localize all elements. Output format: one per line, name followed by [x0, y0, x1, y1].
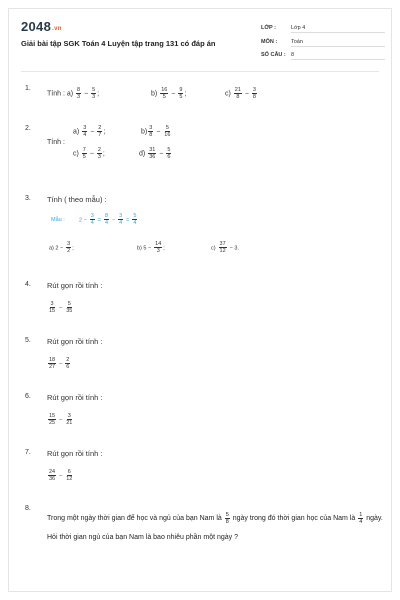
- question-3: 3. Tính ( theo mẫu) : Mẫu : 2 − $\frac{3}{4}$ = $\frac{8}{4}$ − $\frac{3}{4}$ = $\frac{5}{4}$ a) 2 − $\frac{3}{2}$ ; b) 5 − $\frac{14}{3}$ ; c) $\frac{37}{12}$ − 3.: [25, 195, 239, 254]
- q3-sample: 2 − $\frac{3}{4}$ = $\frac{8}{4}$ − $\frac{3}{4}$ = $\frac{5}{4}$: [79, 213, 137, 226]
- question-8: 8.: [25, 505, 31, 512]
- q2-part-b: b) $\frac{3}{8}$ − $\frac{5}{16}$: [141, 125, 171, 138]
- question-5: 5. Rút gọn rồi tính : $\frac{18}{27}$ − $\frac{2}{6}$: [25, 337, 103, 370]
- q3-part-b: b) 5 − $\frac{14}{3}$ ;: [137, 241, 165, 254]
- q3-part-c: c) $\frac{37}{12}$ − 3.: [211, 241, 239, 254]
- question-7: 7. Rút gọn rồi tính : $\frac{24}{36}$ − $\frac{6}{12}$: [25, 449, 103, 482]
- q1-part-c: c) $\frac{21}{8}$ − $\frac{3}{8}$: [225, 87, 256, 100]
- q1-part-b: b) $\frac{16}{5}$ − $\frac{9}{5}$ ;: [151, 87, 187, 100]
- q2-part-c: c) $\frac{7}{5}$ − $\frac{2}{3}$ ;: [73, 147, 105, 160]
- header-divider: [21, 71, 379, 72]
- q8-fraction-1: $\frac{5}{8}$: [225, 511, 229, 525]
- question-2: 2. Tính : a) $\frac{3}{4}$ − $\frac{2}{7}$ ; b) $\frac{3}{8}$ − $\frac{5}{16}$ c) $\frac{7}{5}$ − $\frac{2}{3}$ ; d) $\frac{31}{36}$ − $\frac{5}{6}$: [25, 125, 171, 160]
- q4-expression: $\frac{3}{15}$ − $\frac{5}{35}$: [49, 301, 73, 314]
- q8-fraction-2: $\frac{1}{4}$: [359, 511, 363, 525]
- site-logo[interactable]: 2048.vn: [21, 19, 62, 34]
- q5-expression: $\frac{18}{27}$ − $\frac{2}{6}$: [49, 357, 70, 370]
- question-8-text: Trong một ngày thời gian để học và ngủ của bạn Nam là $\frac{5}{8}$ ngày trong đó thời gian học của Nam là $\frac{1}{4}$ ngày. Hỏi thời gian ngủ của bạn Nam là bao nhiêu phần một ngày ?: [47, 511, 383, 541]
- q7-expression: $\frac{24}{36}$ − $\frac{6}{12}$: [49, 469, 73, 482]
- page-title: Giải bài tập SGK Toán 4 Luyện tập trang 131 có đáp án: [21, 39, 216, 48]
- q2-part-a: a) $\frac{3}{4}$ − $\frac{2}{7}$ ;: [73, 125, 106, 138]
- q3-part-a: a) 2 − $\frac{3}{2}$ ;: [49, 241, 74, 254]
- q2-part-d: d) $\frac{31}{36}$ − $\frac{5}{6}$: [139, 147, 171, 160]
- worksheet: [8, 8, 392, 592]
- meta-question-count: SỐ CÂU : 8: [261, 52, 391, 60]
- meta-subject: MÔN : Toán: [261, 39, 391, 47]
- question-6: 6. Rút gọn rồi tính : $\frac{15}{25}$ − $\frac{3}{21}$: [25, 393, 103, 426]
- question-4: 4. Rút gọn rồi tính : $\frac{3}{15}$ − $\frac{5}{35}$: [25, 281, 103, 314]
- q6-expression: $\frac{15}{25}$ − $\frac{3}{21}$: [49, 413, 73, 426]
- meta-class: LỚP : Lớp 4: [261, 25, 391, 33]
- question-1: 1. Tính : a) $\frac{8}{3}$ − $\frac{5}{3}$ ; b) $\frac{16}{5}$ − $\frac{9}{5}$ ; c) $\frac{21}{8}$ − $\frac{3}{8}$: [25, 85, 256, 100]
